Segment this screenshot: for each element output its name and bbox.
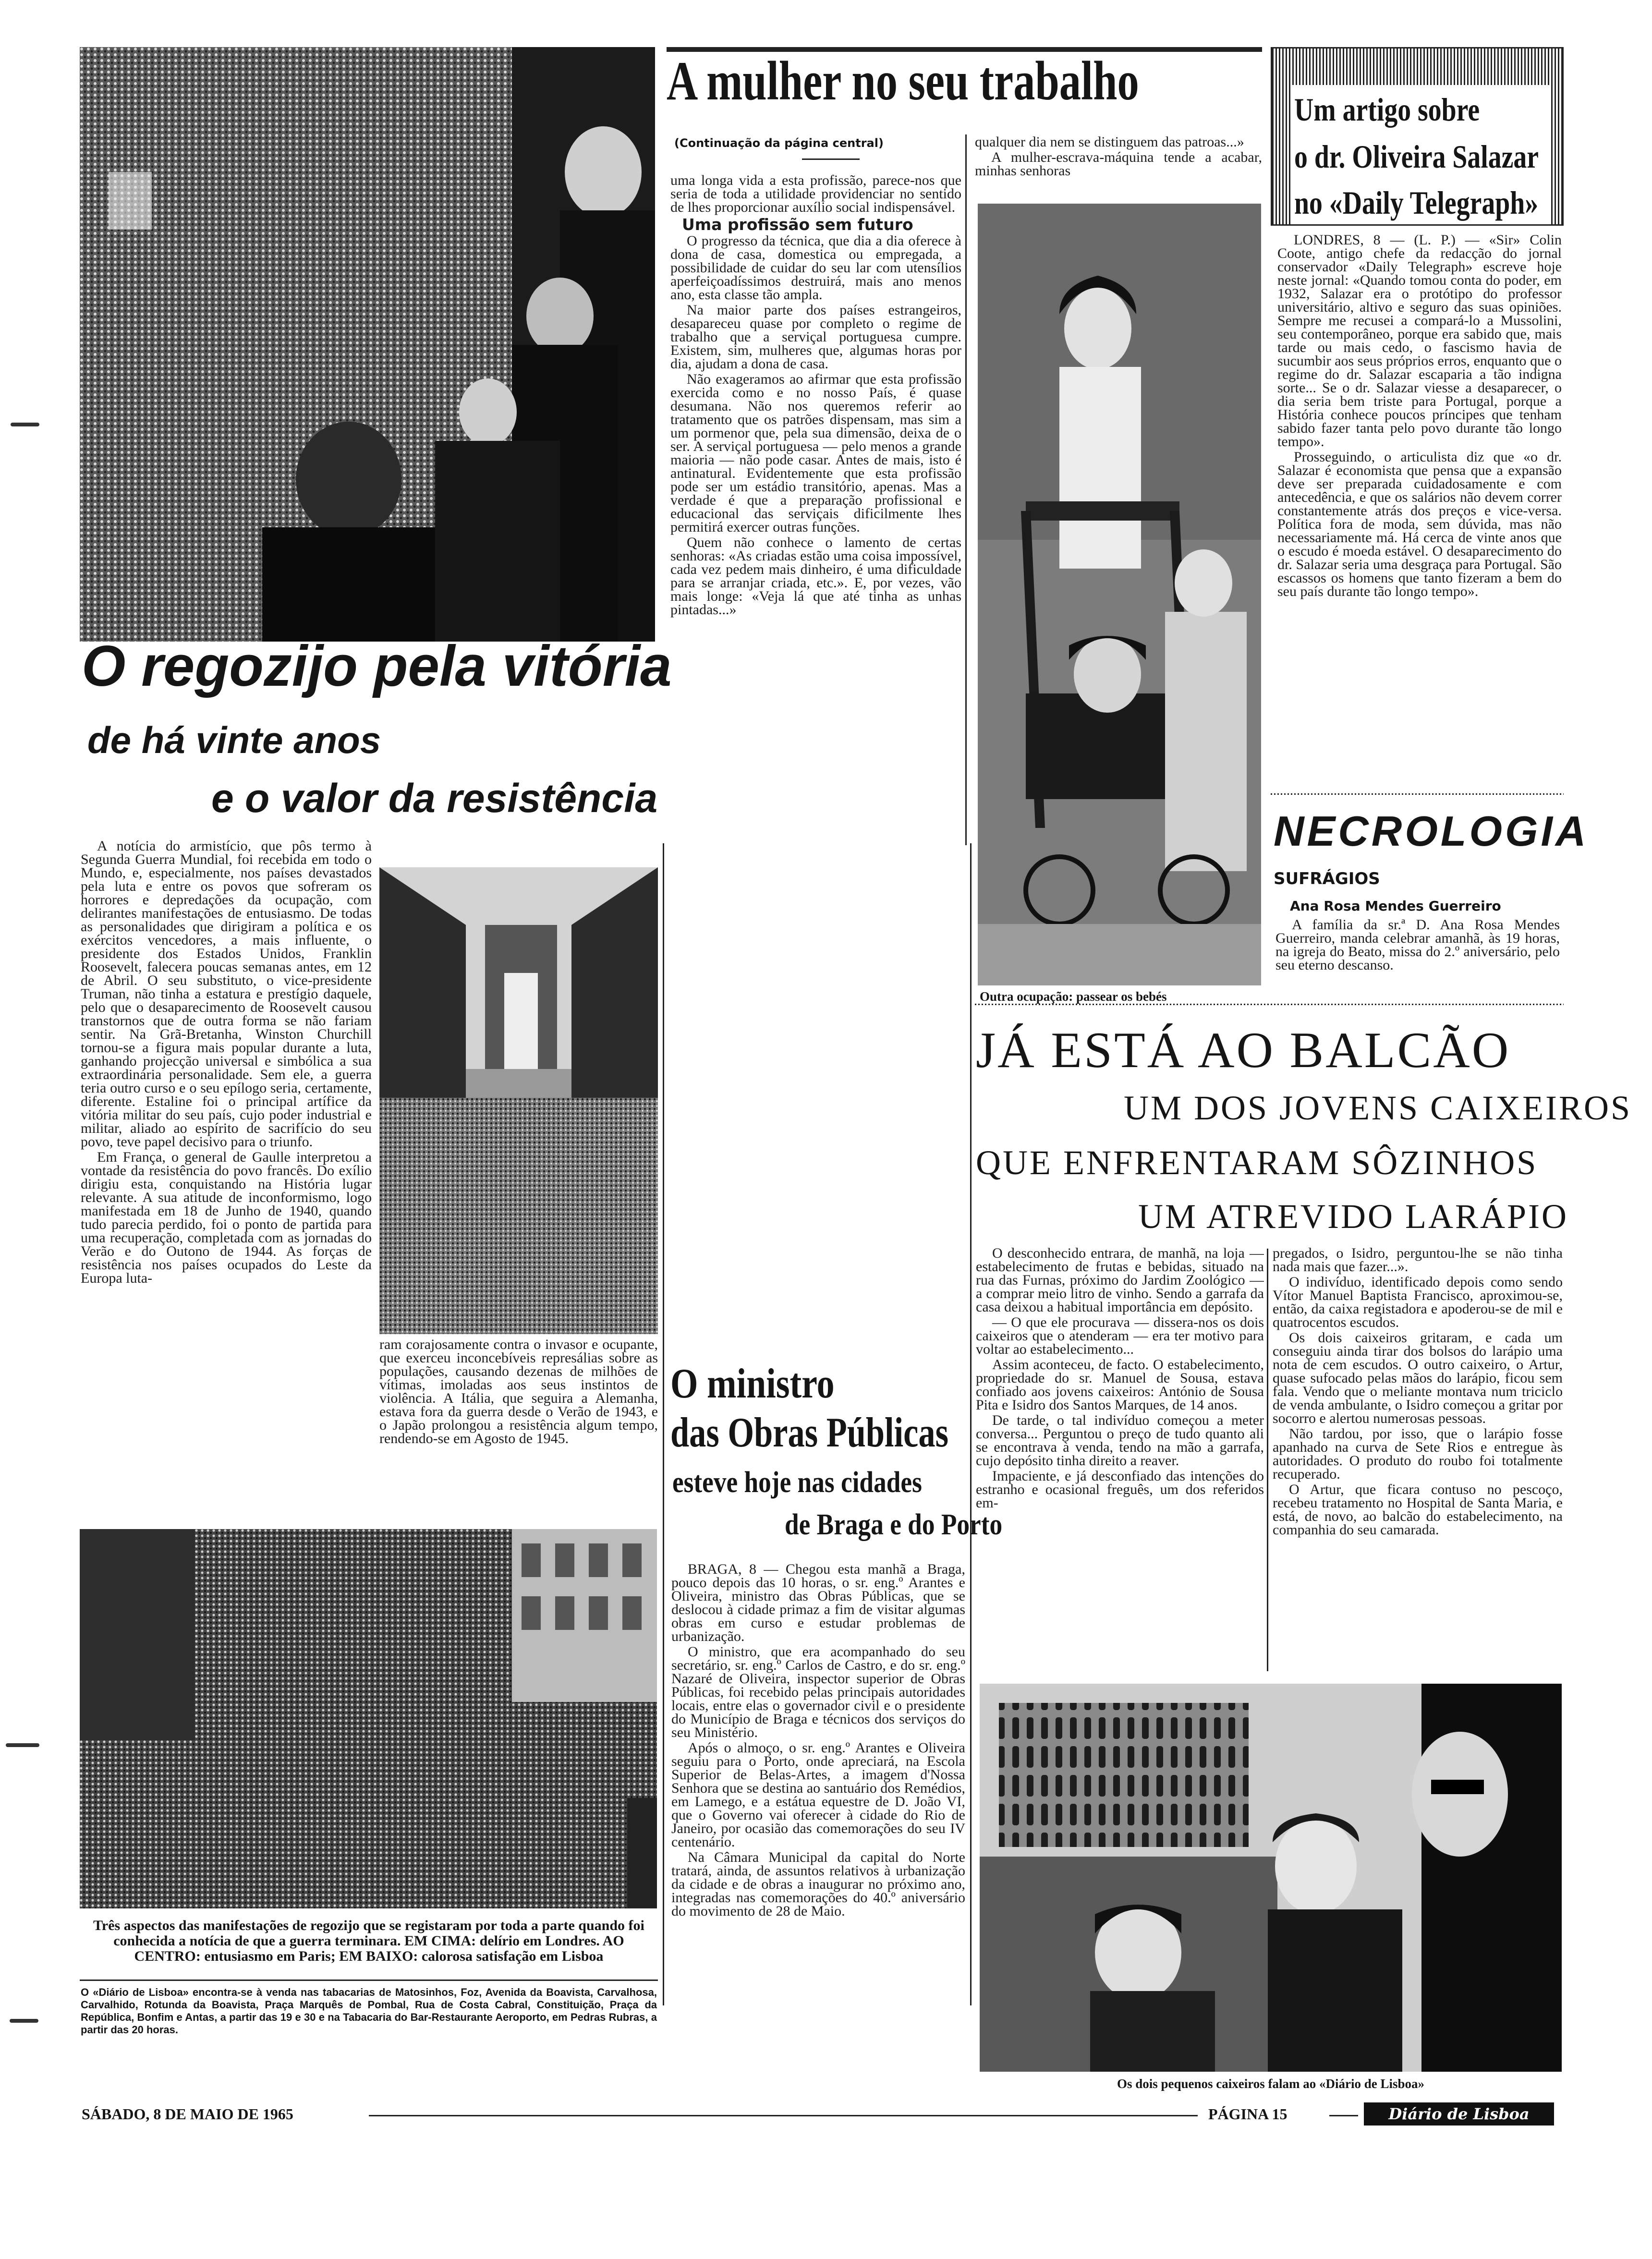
sales-notice: O «Diário de Lisboa» encontra-se à venda nas tabacarias de Matosinhos, Foz, Avenida da Boavista, Carvalhosa, Carvalhido, Rotunda da Boavista, Praça Marquês de Pombal, Rua de Costa Cabral, Constituição, Praça da República, Bonfim e Antas, a partir das 19 e 30 e na Tabacaria do Bar-Restaurante Aeroporto, em Pedras Rubras, a partir das 20 horas.: [81, 1986, 657, 2036]
paragraph: Prosseguindo, o articulista diz que «o dr. Salazar é economista que pensa que a expansão deve ser preparada cuidadosamente e com antecedência, e que os salários não devem correr constantemente atrás dos preços e vice-versa. Política fora de moda, sem dúvida, mas não necessariamente má. Há cerca de vinte anos que o escudo é moeda estável. O desaparecimento do dr. Salazar seria uma desgraça para Portugal. São escassos os homens que tanto fizeram a bem do seu país durante tão longo tempo».: [1277, 449, 1562, 599]
paragraph: uma longa vida a esta profissão, parece-nos que seria de toda a utilidade providenciar no sentido de lhes proporcionar auxílio social indispensável.: [670, 174, 961, 215]
mulher-headline-box: [667, 53, 1262, 109]
paragraph: Na maior parte dos países estrangeiros, desapareceu quase por completo o regime de trabalho que a serviçal portuguesa cumpre. Existem, sim, mulheres que, algumas horas por dia, ajudam a dona de casa.: [670, 302, 961, 372]
balcao-column-2: [1273, 1247, 1563, 1669]
mulher-headline: A mulher no seu trabalho: [667, 53, 1139, 109]
paragraph: ram corajosamente contra o invasor e ocupante, que exerceu inconcebíveis represálias sobre as populações, causando dezenas de milhões de vítimas, imoladas aos seus instintos de violência. A Itália, que seguira a Alemanha, estava fora da guerra desde o Verão de 1943, e o Japão prolongou a resistência algum tempo, rendendo-se em Agosto de 1945.: [379, 1338, 658, 1446]
necrologia-sub: SUFRÁGIOS: [1274, 869, 1380, 888]
shop-boys-photo: [980, 1684, 1562, 2072]
mulher-right-text: [975, 135, 1262, 197]
main-article-column-2: [379, 1338, 658, 1523]
mulher-continuation: (Continuação da página central): [674, 136, 884, 150]
salazar-headline-line3: no «Daily Telegraph»: [1294, 184, 1539, 221]
paragraph: Na Câmara Municipal da capital do Norte tratará, ainda, de assuntos relativos à urbanização da cidade e de obras a inaugurar no próximo ano, integradas nas comemorações do 40.º aniversário do movimento de 28 de Maio.: [671, 1849, 965, 1919]
balcao-headline-line1: JÁ ESTÁ AO BALCÃO: [976, 1022, 1511, 1078]
paragraph: Assim aconteceu, de facto. O estabelecimento, propriedade do sr. Manuel de Sousa, estava confiado aos jovens caixeiros: António de Sousa Pita e Isidro dos Santos Marques, de 14 anos.: [976, 1357, 1264, 1413]
necrologia-body-box: [1275, 918, 1560, 995]
ministro-headline-line1: O ministro: [670, 1360, 835, 1407]
paragraph: — O que ele procurava — dissera-nos os dois caixeiros que o atenderam — era ter motivo para voltar ao estabelecimento...: [976, 1314, 1264, 1357]
paragraph: O progresso da técnica, que dia a dia oferece à dona de casa, domestica ou empregada, a possibilidade de cuidar do seu lar com utensílios aperfeiçoadíssimos destruirá, mais ano menos ano, esta classe tão ampla.: [670, 233, 961, 303]
mulher-subhead: Uma profissão sem futuro: [682, 215, 913, 234]
paragraph: O desconhecido entrara, de manhã, na loja — estabelecimento de frutas e bebidas, situado na rua das Furnas, próximo do Jardim Zoológico — a comprar meio litro de vinho. Sendo a garrafa da casa deixou a habitual importância em depósito.: [976, 1247, 1264, 1315]
ministro-headline-line3: esteve hoje nas cidades: [672, 1466, 922, 1499]
salazar-column: [1277, 233, 1562, 786]
main-photo-caption: Três aspectos das manifestações de regozijo que se registaram por toda a parte quando foi conhecida a notícia de que a guerra terminara. EM CIMA: delírio em Londres. AO CENTRO: entusiasmo em Paris; EM BAIXO: calorosa satisfação em Lisboa: [93, 1918, 644, 1964]
necrologia-name: Ana Rosa Mendes Guerreiro: [1290, 898, 1501, 914]
footer-date: SÁBADO, 8 DE MAIO DE 1965: [82, 2105, 293, 2123]
footer-page: PÁGINA 15: [1208, 2105, 1288, 2123]
scan-mark: [10, 2019, 38, 2023]
salazar-headline-line2: o dr. Oliveira Salazar: [1294, 138, 1539, 175]
balcao-photo-caption: Os dois pequenos caixeiros falam ao «Diário de Lisboa»: [1117, 2077, 1425, 2091]
paris-crowd-photo: [379, 867, 658, 1334]
lisbon-crowd-photo: [80, 1529, 657, 1908]
paragraph: pregados, o Isidro, perguntou-lhe se não tinha nada mais que fazer...».: [1273, 1247, 1563, 1275]
balcao-headline-line3: QUE ENFRENTARAM SÔZINHOS: [976, 1143, 1538, 1182]
paragraph: A mulher-escrava-máquina tende a acabar, minhas senhoras: [975, 149, 1262, 179]
main-headline-line3: e o valor da resistência: [211, 776, 658, 821]
paragraph: Não exageramos ao afirmar que esta profissão exercida como e no nosso País, é quase desumana. Não nos queremos referir ao tratamento que os patrões dispensam, mas sim a um pormenor que, pela sua dimensão, deixa de o ser. A serviçal portuguesa — pelo menos a grande maioria — não pode casar. Antes de mais, isto é antinatural. Evidentemente que esta profissão pode ser um estádio transitório, apenas. Mas a verdade é que a preparação profissional e educacional das serviçais dificilmente lhes permitirá exercer outras funções.: [670, 371, 961, 535]
scan-mark: [6, 1743, 39, 1747]
masthead-logo: Diário de Lisboa: [1364, 2102, 1554, 2125]
ministro-column: [671, 1563, 965, 2004]
paragraph: De tarde, o tal indivíduo começou a meter conversa... Perguntou o preço de tudo quanto ali se encontrava à venda, tendo na mão a garrafa, cujo depósito tinha direito a reaver.: [976, 1412, 1264, 1469]
main-headline-line1: O regozijo pela vitória: [82, 634, 672, 698]
necrologia-body: A família da sr.ª D. Ana Rosa Mendes Guerreiro, manda celebrar amanhã, às 19 horas, na igreja do Beato, missa do 2.º aniversário, pelo seu eterno descanso.: [1275, 918, 1560, 973]
paragraph: Não tardou, por isso, que o larápio fosse apanhado na curva de Sete Rios e entregue às autoridades. O produto do roubo foi totalmente recuperado.: [1273, 1426, 1563, 1482]
paragraph: LONDRES, 8 — (L. P.) — «Sir» Colin Coote, antigo chefe da redacção do jornal conservador «Daily Telegraph» escreve hoje neste jornal: «Quando tomou conta do poder, em 1932, Salazar era o protótipo do professor universitário, altivo e seguro das suas opiniões. Sempre me recusei a compará-lo a Mussolini, seu contemporâneo, porque era sabido que, mais tarde ou mais cedo, o fascismo havia de sucumbir aos seus próprios erros, enquanto que o regime do dr. Salazar escaparia a tão indigna sorte... Se o dr. Salazar viesse a desaparecer, o dia seria bem triste para Portugal, porque a História conhece poucos príncipes que tenham sabido fazer tanta pelo povo durante tão longo tempo».: [1277, 233, 1562, 449]
london-crowd-photo: [80, 47, 655, 642]
baby-stroller-photo: [978, 204, 1261, 985]
paragraph: A notícia do armistício, que pôs termo à Segunda Guerra Mundial, foi recebida em todo o Mundo, e, especialmente, nos países devastados pela luta e entre os povos que sofreram os horrores e depredações da ocupação, com delirantes manifestações de entusiasmo. De todas as personalidades que dirigiram a política e os exércitos vencedores, a mais influente, o presidente dos Estados Unidos, Franklin Roosevelt, falecera poucas semanas antes, em 12 de Abril. O seu substituto, o vice-presidente Truman, não tinha a estatura e prestígio daquele, pelo que o desaparecimento de Roosevelt causou transtornos que de outra forma se não fariam sentir. Na Grã-Bretanha, Winston Churchill tornou-se a figura mais popular durante a luta, ganhando projecção universal e simbólica a sua extraordinária personalidade. Sem ele, a guerra teria outro curso e o seu epílogo seria, certamente, diferente. Estaline foi o principal artífice da vitória militar do seu país, cujo poder industrial e militar, aliado ao espírito de sacrifício do seu povo, teve papel decisivo para o triunfo.: [81, 839, 372, 1150]
scan-mark: [11, 423, 39, 426]
main-article-column-1: [81, 839, 372, 1518]
paragraph: Após o almoço, o sr. eng.º Arantes e Oliveira seguiu para o Porto, onde apreciará, na Escola Superior de Belas-Artes, a imagem d'Nossa Senhora que se destina ao santuário dos Remédios, em Lamego, e a estátua equestre de D. João VI, que o Governo vai oferecer à cidade do Rio de Janeiro, por ocasião das comemorações do seu IV centenário.: [671, 1740, 965, 1850]
paragraph: Em França, o general de Gaulle interpretou a vontade da resistência do povo francês. Do exílio dirigiu esta, conquistando na História lugar relevante. A sua atitude de inconformismo, logo manifestada em 18 de Junho de 1940, quando tudo parecia perdido, foi o ponto de partida para uma recuperação, completada com as jornadas do Verão e do Outono de 1944. As forças de resistência nos países ocupados do Leste da Europa luta-: [81, 1149, 372, 1286]
necrologia-title: NECROLOGIA: [1274, 807, 1589, 855]
paragraph: O Artur, que ficara contuso no pescoço, recebeu tratamento no Hospital de Santa Maria, e está, de novo, ao balcão do estabelecimento, na companhia do seu camarada.: [1273, 1482, 1563, 1538]
salazar-headline-line1: Um artigo sobre: [1294, 91, 1480, 128]
paragraph: O ministro, que era acompanhado do seu secretário, sr. eng.º Carlos de Castro, e do sr. eng.º Nazaré de Oliveira, inspector superior de Obras Públicas, foi recebido pelas principais autoridades locais, entre elas o governador civil e o presidente do Município de Braga e técnicos dos serviços do seu Ministério.: [671, 1644, 965, 1740]
balcao-column-1: [976, 1247, 1264, 1669]
mulher-photo-caption: Outra ocupação: passear os bebés: [980, 989, 1167, 1004]
balcao-headline-line2: UM DOS JOVENS CAIXEIROS: [1124, 1089, 1632, 1127]
paragraph: O indivíduo, identificado depois como sendo Vítor Manuel Baptista Francisco, aproximou-se, então, da caixa registadora e apoderou-se de mil e quatrocentos escudos.: [1273, 1274, 1563, 1330]
ministro-headline-line2: das Obras Públicas: [670, 1409, 948, 1456]
paragraph: BRAGA, 8 — Chegou esta manhã a Braga, pouco depois das 10 horas, o sr. eng.º Arantes e Oliveira, ministro das Obras Públicas, que se deslocou à cidade primaz a fim de visitar algumas obras em curso e estudar problemas de urbanização.: [671, 1563, 965, 1644]
mulher-column: [670, 174, 961, 838]
paragraph: qualquer dia nem se distinguem das patroas...»: [975, 135, 1244, 150]
paragraph: Impaciente, e já desconfiado das intenções do estranho e ocasional freguês, um dos referidos em-: [976, 1468, 1264, 1511]
ministro-headline-line4: de Braga e do Porto: [785, 1508, 1003, 1541]
main-headline-line2: de há vinte anos: [87, 719, 381, 761]
paragraph: Quem não conhece o lamento de certas senhoras: «As criadas estão uma coisa impossível, cada vez pedem mais dinheiro, é uma dificuldade para se arranjar criada, etc.». E, por vezes, vão mais longe: «Veja lá que até tinha as unhas pintadas...»: [670, 534, 961, 618]
salazar-headline-box: [1271, 47, 1564, 226]
balcao-headline-line4: UM ATREVIDO LARÁPIO: [1138, 1197, 1569, 1236]
paragraph: Os dois caixeiros gritaram, e cada um conseguiu ainda tirar dos bolsos do larápio uma nota de cem escudos. O outro caixeiro, o Artur, quase sufocado pelas mãos do larápio, ficou sem fala. Vendo que o meliante montava num triciclo de venda ambulante, o Isidro começou a gritar por socorro e alertou numerosas pessoas.: [1273, 1330, 1563, 1426]
